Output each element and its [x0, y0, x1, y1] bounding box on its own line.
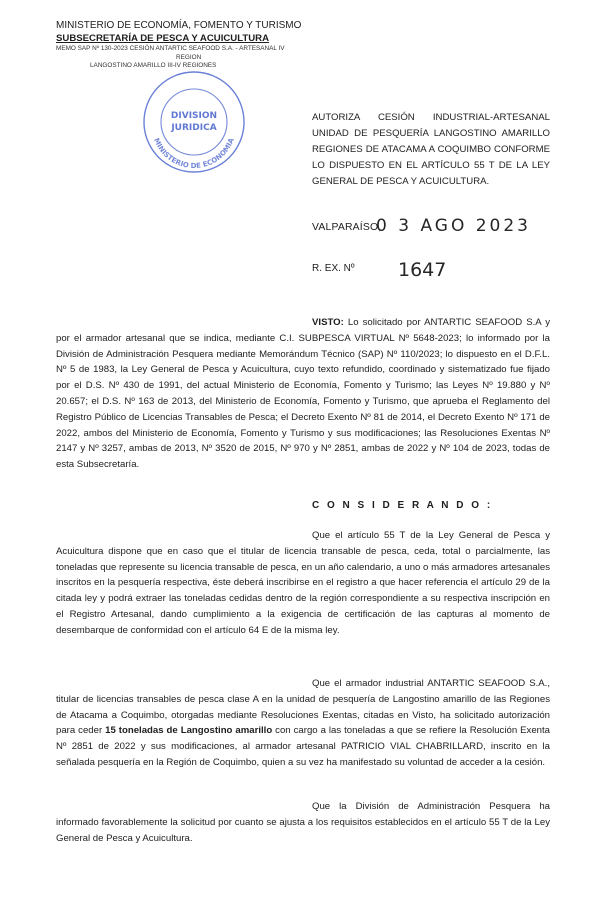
considerando-paragraph-2 — [56, 676, 550, 771]
resolution-number-label: R. EX. Nº — [312, 263, 355, 274]
visto-label: VISTO: — [312, 317, 344, 328]
considerando-paragraph-1: Que el artículo 55 T de la Ley General de Pesca y Acuicultura dispone que en caso que el titular de licencia transable de pesca, ceda, total o parcialmente, las toneladas que represente su licencia transable de pesca, en un año calendario, a uno o más armadores artesanales inscritos en la pesquería respectiva, éste deberá inscribirse en el registro a que hacer referencia el artículo 29 de la citada ley y podrá extraer las toneladas cedidas dentro de la región correspondiente a su respectiva inscripción en el Registro Artesanal, dando cumplimiento a la exigencia de certificación de las capturas al momento de desembarque de conformidad con el artículo 64 E de la misma ley. — [56, 530, 550, 636]
considerando-p2-bold: 15 toneladas de Langostino amarillo — [105, 725, 273, 737]
stamp-ring-bottom: MINISTERIO DE ECONOMIA — [152, 136, 236, 171]
letterhead — [56, 20, 316, 71]
subsecretaria-name: SUBSECRETARÍA DE PESCA Y ACUICULTURA — [56, 32, 270, 44]
memo-species: LANGOSTINO AMARILLO III-IV REGIONES — [90, 62, 217, 69]
considerando-heading: C O N S I D E R A N D O : — [312, 500, 493, 511]
resolution-title: AUTORIZA CESIÓN INDUSTRIAL-ARTESANAL UNIDAD DE PESQUERÍA LANGOSTINO AMARILLO REGIONES DE ATACAMA A COQUIMBO CONFORME LO DISPUESTO EN EL ARTÍCULO 55 T DE LA LEY GENERAL DE PESCA Y ACUICULTURA. — [312, 112, 550, 187]
considerando-paragraph-3: Que la División de Administración Pesquera ha informado favorablemente la solicitud por cuanto se ajusta a los requisitos establecidos en el artículo 55 T de la Ley General de Pesca y Acuicultura. — [56, 801, 550, 844]
svg-text:MINISTERIO DE ECONOMIA — [152, 136, 236, 170]
stamp-center-line2: JURIDICA — [171, 123, 217, 133]
resolution-date: 0 3 AGO 2023 — [376, 216, 531, 236]
considerando-p2-start: Que el armador industrial ANTARTIC SEAFOOD S.A., titular de licencias transables de pesca clase A en la unidad de pesquería de Langostino amarillo de las Regiones de Atacama a Coquimbo, otorgadas mediante Resoluciones Exentas, citadas en Visto, ha solicitado autorización para ceder — [56, 678, 550, 737]
division-juridica-stamp — [138, 66, 250, 178]
considerando-p2-end: con cargo a las toneladas a que se refiere la Resolución Exenta Nº 2851 de 2022 y sus modificaciones, al armador artesanal PATRICIO VIAL CHABRILLARD, inscrito en la señalada pesquería en la Región de Coquimbo, quien a su vez ha manifestado su voluntad de acceder a la cesión. — [56, 725, 551, 768]
stamp-center-line1: DIVISION — [170, 111, 218, 121]
resolution-number: 1647 — [398, 259, 447, 281]
visto-paragraph — [56, 315, 550, 473]
ministry-name: MINISTERIO DE ECONOMÍA, FOMENTO Y TURISMO — [56, 20, 302, 31]
place-label: VALPARAÍSO, — [312, 222, 382, 233]
visto-text: Lo solicitado por ANTARTIC SEAFOOD S.A y por el armador artesanal que se indica, mediante C.I. SUBPESCA VIRTUAL Nº 5648-2023; lo informado por la División de Administración Pesquera mediante Memorándum Técnico (SAP) Nº 110/2023; lo dispuesto en el D.F.L. Nº 5 de 1983, la Ley General de Pesca y Acuicultura, cuyo texto refundido, coordinado y sistematizado fue fijado por el D.S. Nº 430 de 1991, del actual Ministerio de Economía, Fomento y Turismo; las Leyes Nº 19.880 y Nº 20.657; el D.S. Nº 163 de 2013, del Ministerio de Economía, Fomento y Turismo, que aprueba el Reglamento del Registro Público de Licencias Transables de Pesca; el Decreto Exento Nº 81 de 2014, el Decreto Exento Nº 171 de 2022, ambos del Ministerio de Economía, Fomento y Turismo y sus modificaciones; las Resoluciones Exentas Nº 2147 y Nº 3257, ambas de 2013, Nº 3520 de 2015, Nº 970 y Nº 2851, ambas de 2022 y Nº 104 de 2023, todas de esta Subsecretaría. — [56, 317, 550, 471]
memo-region: REGION — [176, 53, 202, 61]
memo-reference: MEMO SAP Nº 130-2023 CESIÓN ANTARTIC SEAFOOD S.A. - ARTESANAL IV — [56, 45, 285, 52]
